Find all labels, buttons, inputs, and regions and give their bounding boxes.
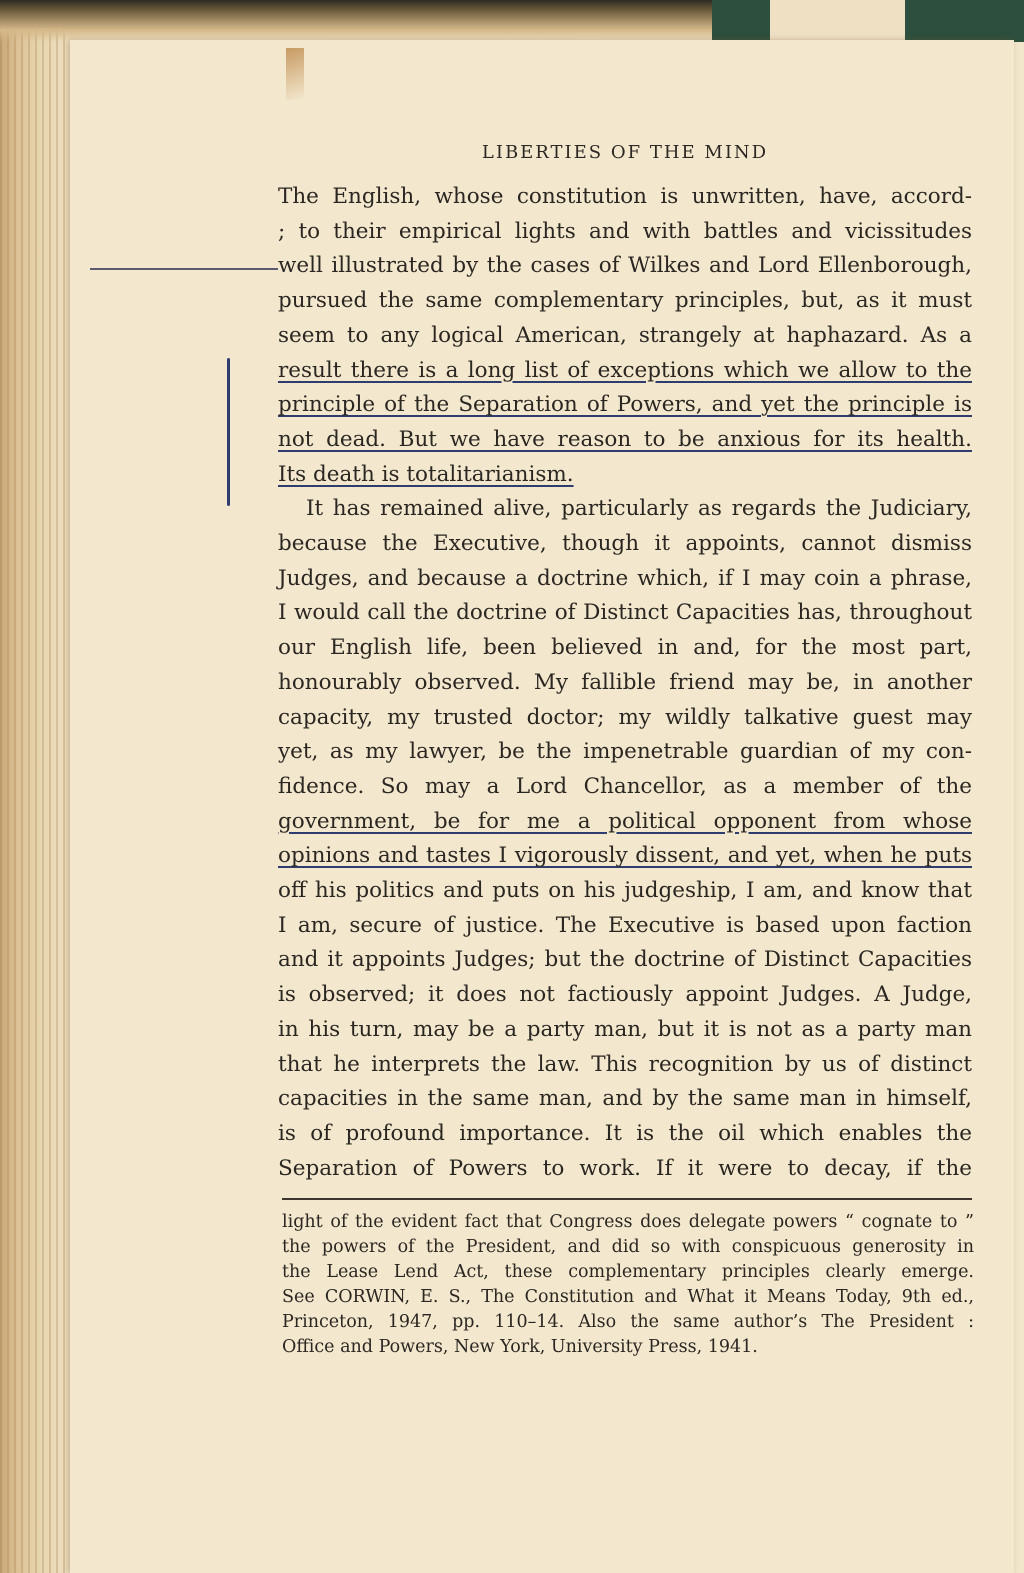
footnote-line: Princeton, 1947, pp. 110–14. Also the same author’s The President : bbox=[282, 1312, 974, 1332]
body-line: It has remained alive, particularly as regards the Judiciary, bbox=[306, 496, 972, 522]
body-line: that he interprets the law. This recognition by us of distinct bbox=[278, 1051, 972, 1077]
body-line: in his turn, may be a party man, but it is not as a party man bbox=[278, 1016, 972, 1042]
page-stack-edges bbox=[0, 0, 70, 1573]
body-line: ; to their empirical lights and with battles and vicissitudes bbox=[278, 218, 972, 244]
footnote-line: light of the evident fact that Congress does delegate powers “ cognate to ” bbox=[282, 1212, 974, 1232]
margin-pen-bar bbox=[227, 358, 230, 506]
cover-green-left bbox=[712, 0, 770, 42]
running-head: LIBERTIES OF THE MIND bbox=[481, 142, 769, 163]
body-line-underlined: opinions and tastes I vigorously dissent, and yet, when he puts bbox=[278, 843, 972, 869]
paper-tab bbox=[770, 0, 905, 42]
body-line: pursued the same complementary principles, but, as it must bbox=[278, 288, 972, 314]
footnote-line: See CORWIN, E. S., The Constitution and What it Means Today, 9th ed., bbox=[282, 1287, 974, 1307]
body-line-underlined: not dead. But we have reason to be anxious for its health. bbox=[278, 426, 972, 452]
body-line: The English, whose constitution is unwritten, have, accord- bbox=[278, 184, 972, 209]
body-line: yet, as my lawyer, be the impenetrable guardian of my con- bbox=[278, 739, 972, 765]
body-line: I am, secure of justice. The Executive is based upon faction bbox=[278, 912, 972, 938]
page-stain bbox=[286, 48, 304, 100]
footnote-line: the powers of the President, and did so with conspicuous generosity in bbox=[282, 1237, 974, 1257]
body-line-underlined: Its death is totalitarianism. bbox=[278, 461, 574, 487]
footnote-line: the Lease Lend Act, these complementary principles clearly emerge. bbox=[282, 1262, 974, 1282]
body-line: Judges, and because a doctrine which, if I may coin a phrase, bbox=[278, 565, 972, 591]
body-line: honourably observed. My fallible friend may be, in another bbox=[278, 669, 972, 695]
body-line: is observed; it does not factiously appoint Judges. A Judge, bbox=[278, 982, 972, 1008]
body-line: Separation of Powers to work. If it were to decay, if the bbox=[278, 1155, 972, 1181]
body-line: seem to any logical American, strangely at haphazard. As a bbox=[278, 322, 972, 348]
body-line: and it appoints Judges; but the doctrine of Distinct Capacities bbox=[278, 947, 972, 973]
body-line: I would call the doctrine of Distinct Capacities has, throughout bbox=[278, 600, 972, 626]
body-line: off his politics and puts on his judgeship, I am, and know that bbox=[278, 878, 972, 903]
body-line: our English life, been believed in and, for the most part, bbox=[278, 635, 972, 661]
body-line-underlined: result there is a long list of exceptions which we allow to the bbox=[278, 357, 972, 383]
body-line: capacities in the same man, and by the same man in himself, bbox=[278, 1086, 972, 1112]
body-line: well illustrated by the cases of Wilkes and Lord Ellenborough, bbox=[278, 253, 972, 279]
body-line: because the Executive, though it appoints, cannot dismiss bbox=[278, 531, 972, 556]
body-line: capacity, my trusted doctor; my wildly talkative guest may bbox=[278, 704, 972, 730]
body-line-underlined: government, be for me a political opponent from whose bbox=[278, 808, 972, 834]
body-line-underlined: principle of the Separation of Powers, and yet the principle is bbox=[278, 392, 972, 418]
cover-green-right bbox=[905, 0, 1024, 42]
body-line: is of profound importance. It is the oil which enables the bbox=[278, 1120, 972, 1146]
body-line: fidence. So may a Lord Chancellor, as a member of the bbox=[278, 773, 972, 799]
footnote-line: Office and Powers, New York, University Press, 1941. bbox=[282, 1337, 758, 1357]
margin-pen-stroke bbox=[90, 268, 278, 270]
footnote-rule bbox=[282, 1198, 972, 1200]
